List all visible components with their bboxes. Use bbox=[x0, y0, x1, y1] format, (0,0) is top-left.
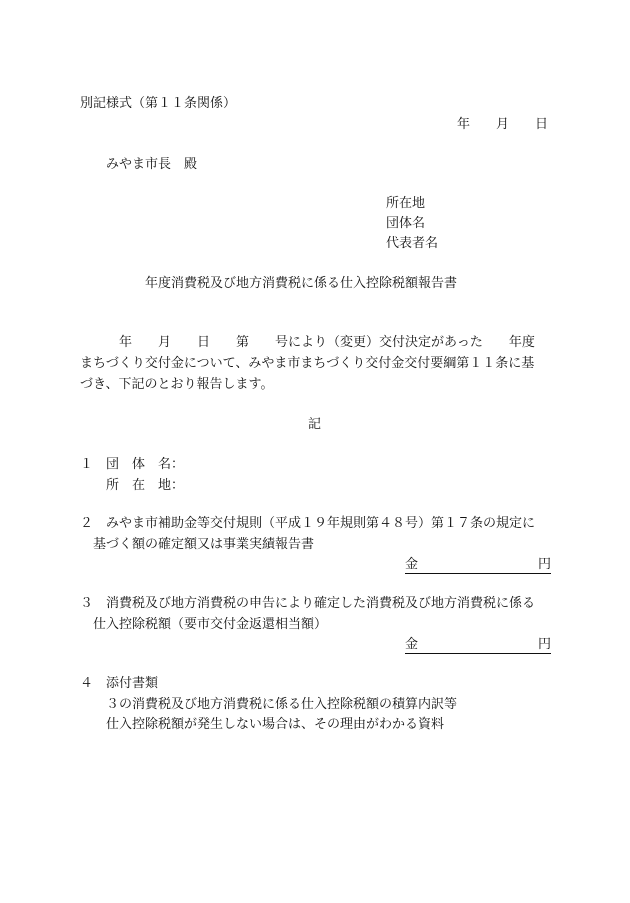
applicant-rep-label: 代表者名 bbox=[386, 236, 439, 251]
item2-amount-suffix: 円 bbox=[538, 557, 552, 572]
item1-org-name-label: 団 体 名： bbox=[106, 457, 185, 472]
item3-amount-suffix: 円 bbox=[538, 637, 552, 652]
item2-amount-underline bbox=[405, 573, 551, 574]
item1-number: １ bbox=[80, 457, 94, 472]
body-line-1: 年 月 日 第 号により（変更）交付決定があった 年度 bbox=[119, 335, 535, 350]
item2-line-1: みやま市補助金等交付規則（平成１９年規則第４８号）第１７条の規定に bbox=[106, 516, 536, 531]
item3-number: ３ bbox=[80, 596, 94, 611]
addressee: みやま市長 殿 bbox=[106, 157, 198, 172]
item2-amount-prefix: 金 bbox=[405, 557, 419, 572]
item1-address-label: 所 在 地： bbox=[106, 478, 185, 493]
item4-label: 添付書類 bbox=[106, 676, 159, 691]
body-line-3: づき、下記のとおり報告します。 bbox=[80, 377, 274, 392]
item2-line-2: 基づく額の確定額又は事業実績報告書 bbox=[93, 537, 315, 552]
item3-line-1: 消費税及び地方消費税の申告により確定した消費税及び地方消費税に係る bbox=[106, 596, 536, 611]
applicant-org-label: 団体名 bbox=[386, 216, 426, 231]
applicant-address-label: 所在地 bbox=[386, 196, 426, 211]
body-line-2: まちづくり交付金について、みやま市まちづくり交付金交付要綱第１１条に基 bbox=[80, 356, 535, 371]
ki-heading: 記 bbox=[308, 417, 322, 432]
document-title: 年度消費税及び地方消費税に係る仕入控除税額報告書 bbox=[145, 276, 458, 291]
item4-number: ４ bbox=[80, 676, 94, 691]
item3-amount-underline bbox=[405, 653, 551, 654]
item4-attachment-2: 仕入控除税額が発生しない場合は、その理由がわかる資料 bbox=[106, 717, 445, 732]
item3-amount-prefix: 金 bbox=[405, 637, 419, 652]
item3-line-2: 仕入控除税額（要市交付金返還相当額） bbox=[93, 617, 328, 632]
date-line: 年 月 日 bbox=[457, 117, 549, 132]
item4-attachment-1: ３の消費税及び地方消費税に係る仕入控除税額の積算内訳等 bbox=[106, 697, 458, 712]
item2-number: ２ bbox=[80, 516, 94, 531]
form-label: 別記様式（第１１条関係） bbox=[80, 96, 237, 111]
